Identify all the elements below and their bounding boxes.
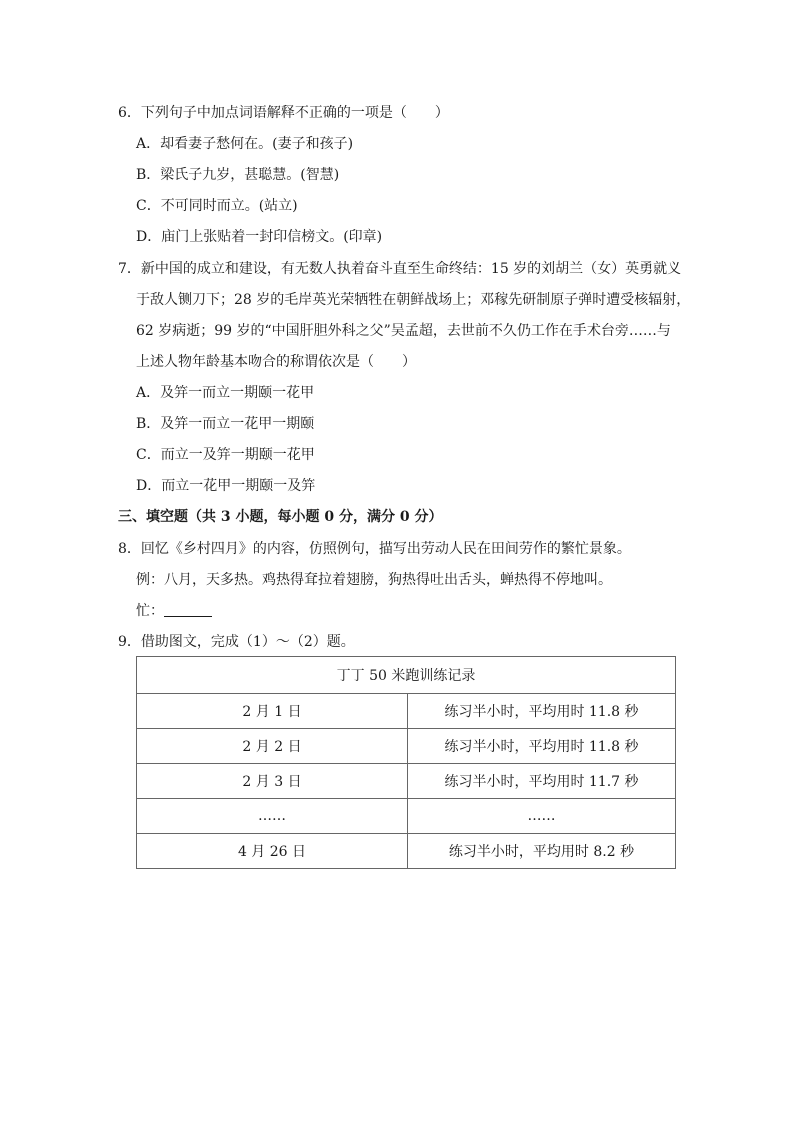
- q6-stem: 6．下列句子中加点词语解释不正确的一项是（ ）: [118, 105, 449, 121]
- q9-stem: 9．借助图文，完成（1）～（2）题。: [118, 634, 355, 650]
- q8-stem: 8．回忆《乡村四月》的内容，仿照例句，描写出劳动人民在田间劳作的繁忙景象。: [118, 541, 631, 557]
- table-cell-date: 2 月 2 日: [137, 729, 408, 764]
- q8-answer-blank[interactable]: [164, 602, 212, 617]
- q6-option-a: A．却看妻子愁何在。(妻子和孩子): [136, 136, 354, 152]
- table-cell-record: ……: [408, 799, 676, 834]
- table-row: [137, 694, 676, 729]
- q6-option-b: B．梁氏子九岁，甚聪慧。(智慧): [136, 167, 340, 183]
- section-heading: 三、填空题（共 3 小题，每小题 0 分，满分 0 分）: [118, 509, 443, 525]
- q7-option-c: C．而立一及笄一期颐一花甲: [136, 447, 315, 463]
- table-title: 丁丁 50 米跑训练记录: [137, 657, 676, 694]
- table-cell-date: ……: [137, 799, 408, 834]
- q8-example: 例：八月，天多热。鸡热得耷拉着翅膀，狗热得吐出舌头，蝉热得不停地叫。: [136, 572, 612, 588]
- table-cell-date: 4 月 26 日: [137, 834, 408, 869]
- table-cell-record: 练习半小时，平均用时 11.8 秒: [408, 729, 676, 764]
- q8-answer-line: [136, 601, 212, 621]
- table-row: [137, 834, 676, 869]
- table-cell-record: 练习半小时，平均用时 11.7 秒: [408, 764, 676, 799]
- q7-stem-line-2: 于敌人铡刀下；28 岁的毛岸英光荣牺牲在朝鲜战场上；邓稼先研制原子弹时遭受核辐射，: [136, 292, 691, 308]
- table-row: [137, 729, 676, 764]
- table-cell-record: 练习半小时，平均用时 11.8 秒: [408, 694, 676, 729]
- table-row: [137, 799, 676, 834]
- q7-option-d: D．而立一花甲一期颐一及笄: [136, 478, 316, 494]
- table-cell-record: 练习半小时，平均用时 8.2 秒: [408, 834, 676, 869]
- q6-option-c: C．不可同时而立。(站立): [136, 198, 298, 214]
- table-row: [137, 764, 676, 799]
- q7-option-a: A．及笄一而立一期颐一花甲: [136, 385, 315, 401]
- table-title-row: [137, 657, 676, 694]
- table-cell-date: 2 月 3 日: [137, 764, 408, 799]
- q7-option-b: B．及笄一而立一花甲一期颐: [136, 416, 315, 432]
- table-cell-date: 2 月 1 日: [137, 694, 408, 729]
- training-record-table: [136, 656, 676, 869]
- q8-answer-label: 忙：: [136, 603, 164, 619]
- q7-stem-line-1: 7．新中国的成立和建设，有无数人执着奋斗直至生命终结：15 岁的刘胡兰（女）英勇就义: [118, 261, 682, 277]
- q7-stem-line-3: 62 岁病逝；99 岁的“中国肝胆外科之父”吴孟超，去世前不久仍工作在手术台旁……与: [136, 323, 671, 339]
- q7-stem-line-4: 上述人物年龄基本吻合的称谓依次是（ ）: [136, 354, 416, 370]
- q6-option-d: D．庙门上张贴着一封印信榜文。(印章): [136, 229, 383, 245]
